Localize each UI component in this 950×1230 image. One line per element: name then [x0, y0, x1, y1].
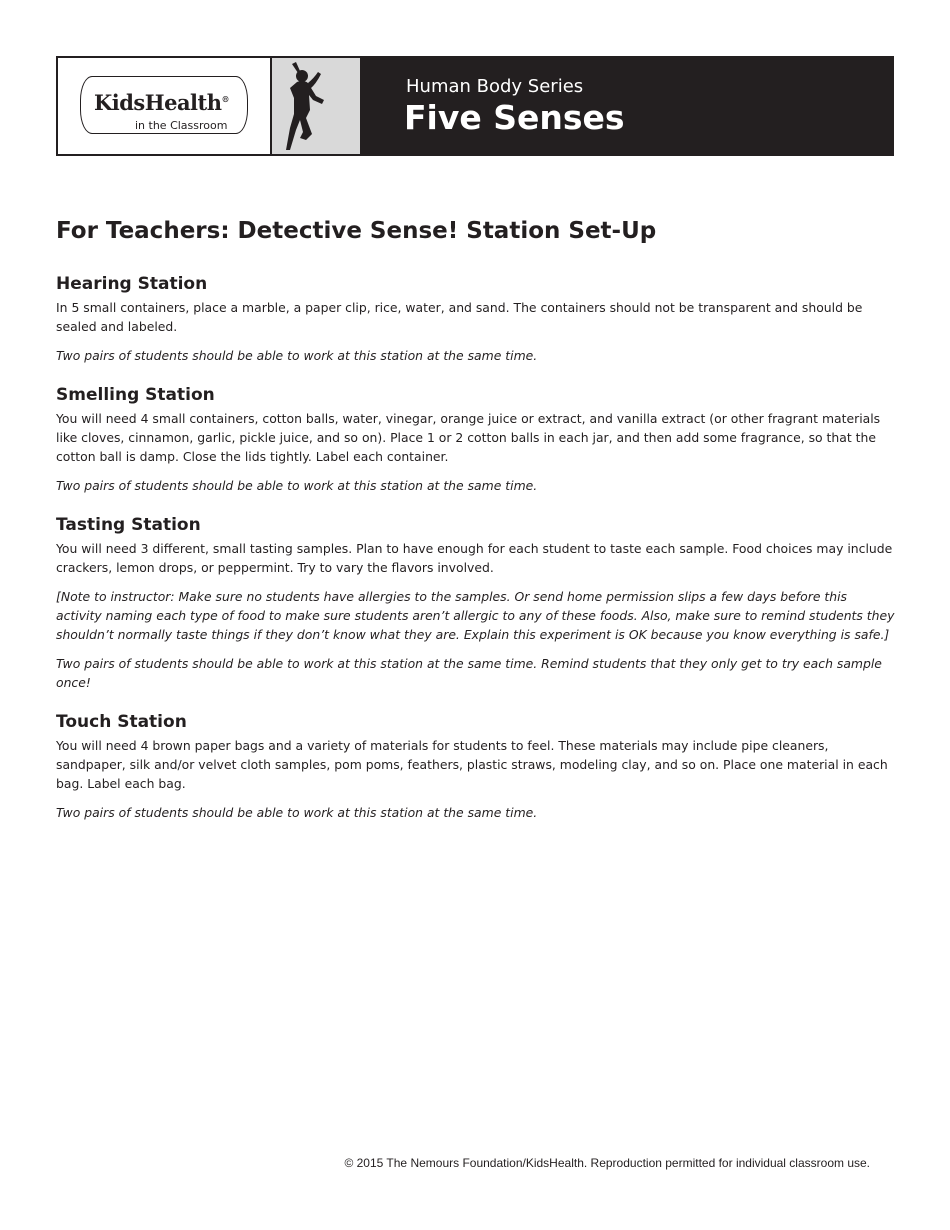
section-smelling-station [56, 385, 896, 495]
section-touch-station [56, 712, 896, 822]
section-paragraph: In 5 small containers, place a marble, a paper clip, rice, water, and sand. The containers should not be transparent and should be sealed and labeled. [56, 300, 863, 334]
instructor-note: [Note to instructor: Make sure no students have allergies to the samples. Or send home permission slips a few days before this activity naming each type of food to make sure students aren’t allergic to any of these foods. Also, make sure to remind students they shouldn’t normally taste things if they don’t know what they are. Explain this experiment is OK because you know everything is safe.] [56, 589, 895, 642]
section-tasting-station [56, 515, 896, 692]
section-hearing-station [56, 274, 896, 365]
section-heading: Smelling Station [56, 385, 215, 405]
section-paragraph: You will need 3 different, small tasting samples. Plan to have enough for each student to taste each sample. Food choices may include crackers, lemon drops, or peppermint. Try to vary the flavors involved. [56, 541, 893, 575]
section-note: Two pairs of students should be able to work at this station at the same time. [56, 478, 538, 493]
header-banner [56, 56, 894, 156]
page-title: For Teachers: Detective Sense! Station Set-Up [56, 218, 657, 244]
logo-main-text: KidsHealth® [94, 90, 229, 115]
section-heading: Tasting Station [56, 515, 201, 535]
series-label: Human Body Series [406, 76, 584, 97]
series-title-area [360, 58, 892, 154]
section-paragraph: You will need 4 brown paper bags and a variety of materials for students to feel. These materials may include pipe cleaners, sandpaper, silk and/or velvet cloth samples, pom poms, feathers, plastic straws, modeling clay, and so on. Place one material in each bag. Label each bag. [56, 738, 888, 791]
section-note: Two pairs of students should be able to work at this station at the same time. Remind students that they only get to try each sample once! [56, 656, 882, 690]
section-note: Two pairs of students should be able to work at this station at the same time. [56, 348, 538, 363]
logo-sub-text: in the Classroom [132, 119, 230, 132]
section-heading: Hearing Station [56, 274, 208, 294]
section-note: Two pairs of students should be able to work at this station at the same time. [56, 805, 538, 820]
kidshealth-logo [58, 58, 272, 154]
section-paragraph: You will need 4 small containers, cotton balls, water, vinegar, orange juice or extract, and vanilla extract (or other fragrant materials like cloves, cinnamon, garlic, pickle juice, and so on). Place 1 or 2 cotton balls in each jar, and then add some fragrance, so that the cotton ball is damp. Close the lids tightly. Label each container. [56, 411, 881, 464]
copyright-footer: © 2015 The Nemours Foundation/KidsHealth. Reproduction permitted for individual classroom use. [344, 1156, 870, 1170]
document-title: Five Senses [404, 98, 625, 137]
section-heading: Touch Station [56, 712, 187, 732]
child-silhouette-icon [272, 58, 360, 154]
main-content [56, 218, 896, 842]
